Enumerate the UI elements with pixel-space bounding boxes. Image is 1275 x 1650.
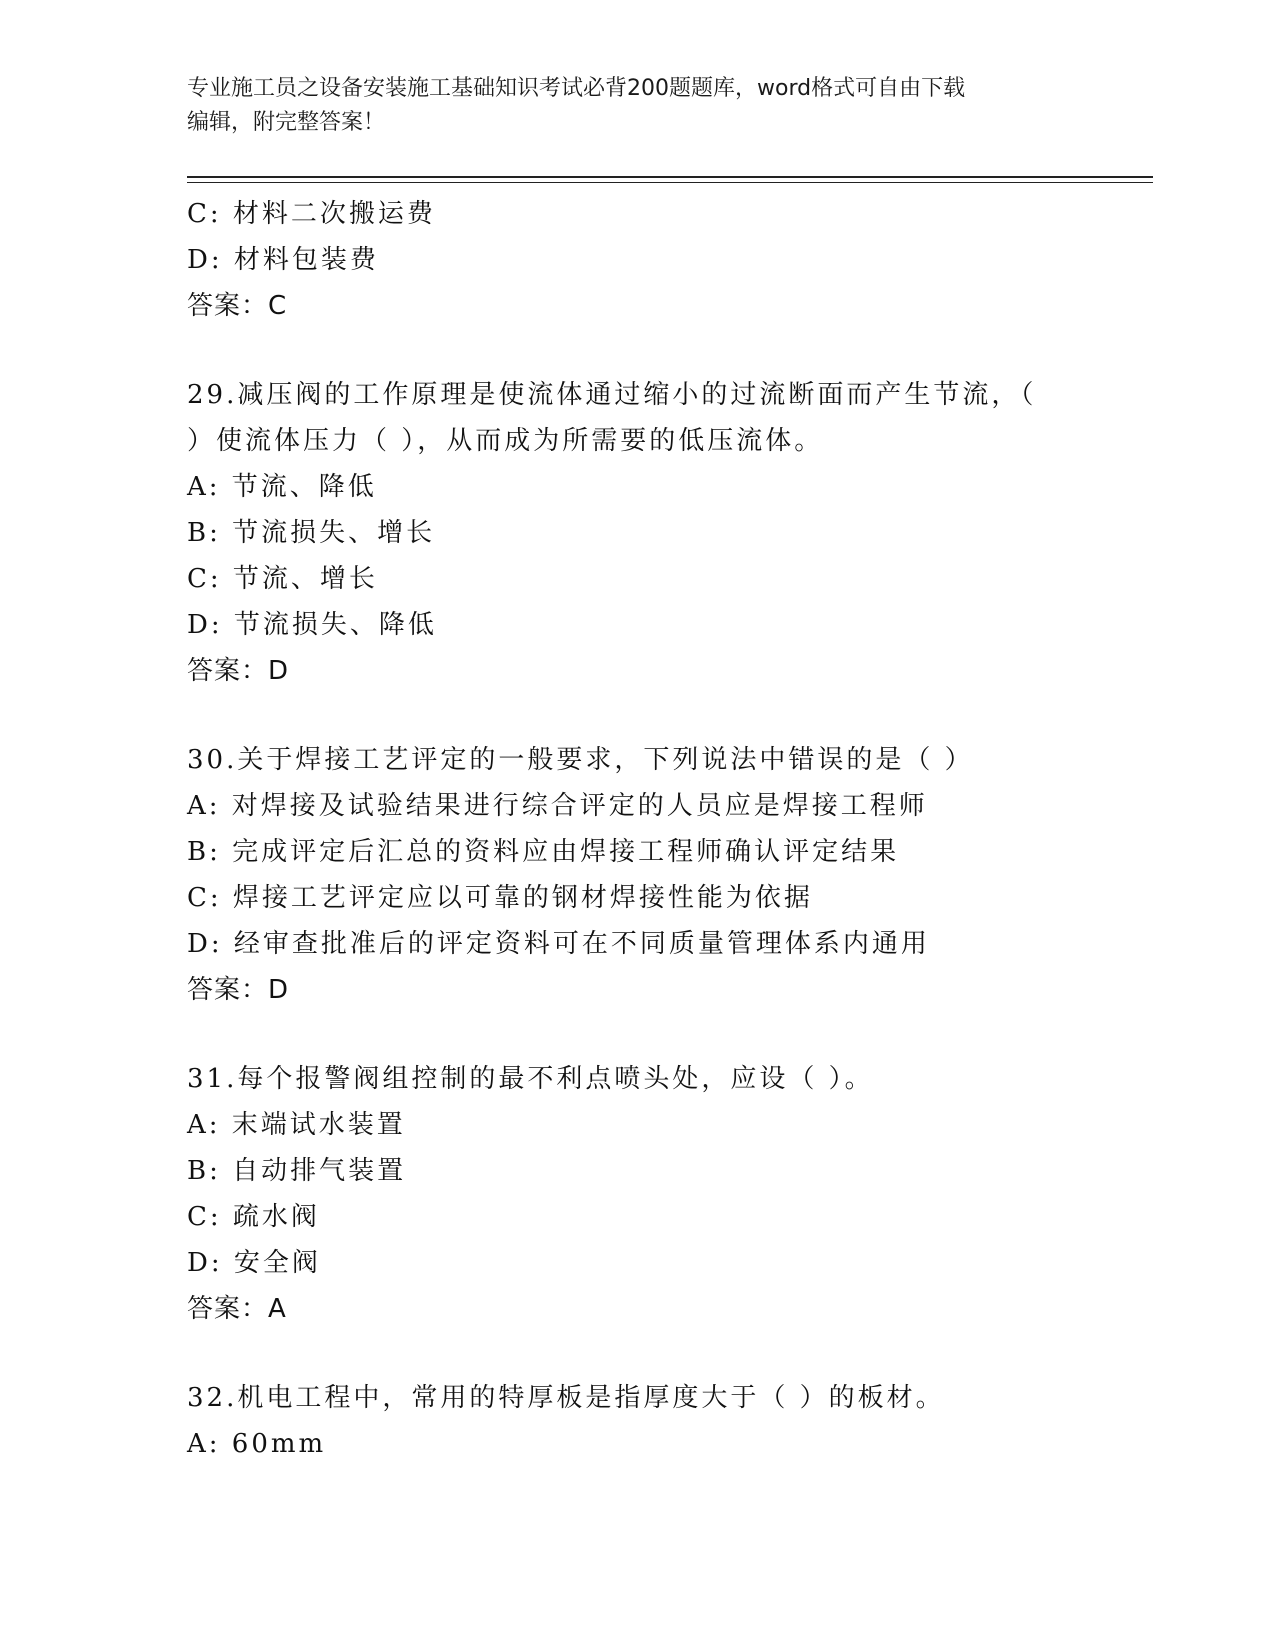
partial-question (187, 191, 1087, 329)
option-d: D: 经审查批准后的评定资料可在不同质量管理体系内通用 (187, 929, 930, 959)
question-stem-line: 30.关于焊接工艺评定的一般要求，下列说法中错误的是（ ） (187, 745, 974, 775)
question-stem-line: 29.减压阀的工作原理是使流体通过缩小的过流断面而产生节流，（ (187, 380, 1037, 410)
option-d: D: 材料包装费 (187, 245, 379, 275)
answer-line: 答案：D (187, 656, 290, 686)
option-b: B: 节流损失、增长 (187, 518, 436, 548)
spacer (187, 1013, 1087, 1056)
answer-line: 答案：C (187, 291, 288, 321)
option-c: C: 焊接工艺评定应以可靠的钢材焊接性能为依据 (187, 883, 813, 913)
answer-line: 答案：D (187, 975, 290, 1005)
question-stem-line: 31.每个报警阀组控制的最不利点喷头处，应设（ ）。 (187, 1064, 874, 1094)
option-a: A: 末端试水装置 (187, 1110, 406, 1140)
answer-line: 答案：A (187, 1294, 287, 1324)
option-c: C: 材料二次搬运费 (187, 199, 436, 229)
option-b: B: 自动排气装置 (187, 1156, 407, 1186)
document-header (187, 72, 1067, 140)
option-c: C: 疏水阀 (187, 1202, 320, 1232)
option-a: A: 60mm (187, 1429, 327, 1459)
question-29 (187, 372, 1087, 694)
option-c: C: 节流、增长 (187, 564, 378, 594)
spacer (187, 1332, 1087, 1375)
question-content (187, 191, 1087, 1467)
question-stem-line: ）使流体压力（ ），从而成为所需要的低压流体。 (187, 426, 824, 456)
option-b: B: 完成评定后汇总的资料应由焊接工程师确认评定结果 (187, 837, 900, 867)
question-stem-line: 32.机电工程中，常用的特厚板是指厚度大于（ ）的板材。 (187, 1383, 945, 1413)
question-31 (187, 1056, 1087, 1332)
header-title-line-2: 编辑，附完整答案！ (187, 110, 386, 135)
option-a: A: 对焊接及试验结果进行综合评定的人员应是焊接工程师 (187, 791, 928, 821)
header-divider-thin (187, 182, 1153, 183)
option-a: A: 节流、降低 (187, 472, 377, 502)
header-title-line-1: 专业施工员之设备安装施工基础知识考试必背200题题库，word格式可自由下载 (187, 76, 966, 101)
spacer (187, 694, 1087, 737)
question-32 (187, 1375, 1087, 1467)
header-divider-thick (187, 176, 1153, 178)
spacer (187, 329, 1087, 372)
option-d: D: 安全阀 (187, 1248, 321, 1278)
question-30 (187, 737, 1087, 1013)
option-d: D: 节流损失、降低 (187, 610, 437, 640)
